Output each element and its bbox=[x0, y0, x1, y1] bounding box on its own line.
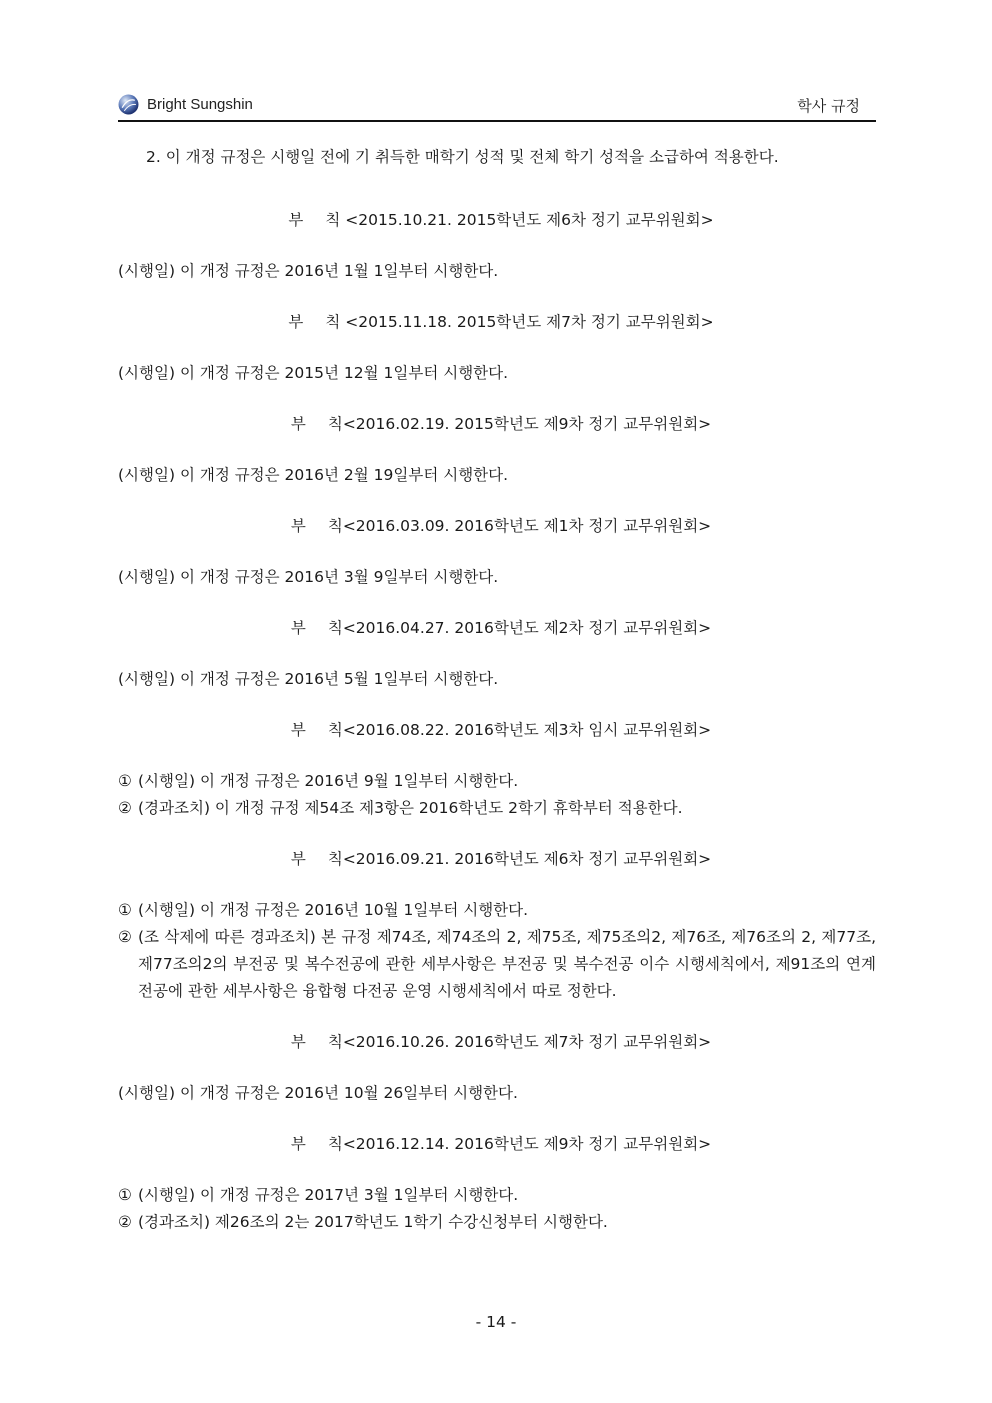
heading-chik: 칙 bbox=[327, 850, 343, 868]
heading-text: <2016.12.14. 2016학년도 제9차 정기 교무위원회> bbox=[342, 1135, 712, 1153]
addendum-items bbox=[118, 1182, 876, 1236]
item-text: (시행일) 이 개정 규정은 2017년 3월 1일부터 시행한다. bbox=[138, 1186, 519, 1204]
sungshin-logo-icon bbox=[118, 94, 139, 115]
heading-bu: 부 bbox=[290, 1135, 306, 1153]
heading-chik: 칙 bbox=[327, 517, 343, 535]
item-number: ② bbox=[118, 928, 132, 946]
addendum-items bbox=[118, 897, 876, 1005]
heading-chik: 칙 bbox=[325, 211, 341, 229]
item-text: (시행일) 이 개정 규정은 2016년 9월 1일부터 시행한다. bbox=[138, 772, 519, 790]
heading-bu: 부 bbox=[290, 721, 306, 739]
list-item bbox=[118, 924, 876, 1005]
addendum-heading bbox=[118, 513, 876, 540]
addendum-heading bbox=[118, 411, 876, 438]
item-number: ① bbox=[118, 1186, 132, 1204]
item-text: (시행일) 이 개정 규정은 2016년 10월 1일부터 시행한다. bbox=[138, 901, 529, 919]
heading-bu: 부 bbox=[288, 313, 304, 331]
addendum-heading bbox=[118, 207, 876, 234]
addendum-heading bbox=[118, 846, 876, 873]
heading-chik: 칙 bbox=[327, 1135, 343, 1153]
enforcement-paragraph: (시행일) 이 개정 규정은 2015년 12월 1일부터 시행한다. bbox=[118, 364, 509, 382]
enforcement-paragraph: (시행일) 이 개정 규정은 2016년 1월 1일부터 시행한다. bbox=[118, 262, 499, 280]
enforcement-paragraph: (시행일) 이 개정 규정은 2016년 10월 26일부터 시행한다. bbox=[118, 1084, 518, 1102]
item-number: ① bbox=[118, 901, 132, 919]
heading-bu: 부 bbox=[290, 1033, 306, 1051]
page-number: - 14 - bbox=[475, 1313, 517, 1331]
heading-text: <2015.10.21. 2015학년도 제6차 정기 교무위원회> bbox=[340, 211, 714, 229]
addendum-heading bbox=[118, 1029, 876, 1056]
enforcement-paragraph: (시행일) 이 개정 규정은 2016년 3월 9일부터 시행한다. bbox=[118, 568, 499, 586]
section-title: 학사 규정 bbox=[797, 97, 860, 115]
addendum-heading bbox=[118, 1131, 876, 1158]
enforcement-paragraph: (시행일) 이 개정 규정은 2016년 2월 19일부터 시행한다. bbox=[118, 466, 509, 484]
intro-item: 2. 이 개정 규정은 시행일 전에 기 취득한 매학기 성적 및 전체 학기 성적을 소급하여 적용한다. bbox=[146, 148, 779, 166]
addendum-heading bbox=[118, 717, 876, 744]
item-number: ② bbox=[118, 799, 132, 817]
list-item bbox=[118, 768, 876, 795]
heading-text: <2016.04.27. 2016학년도 제2차 정기 교무위원회> bbox=[342, 619, 712, 637]
list-item bbox=[118, 897, 876, 924]
list-item bbox=[118, 1182, 876, 1209]
item-number: ② bbox=[118, 1213, 132, 1231]
heading-text: <2016.10.26. 2016학년도 제7차 정기 교무위원회> bbox=[342, 1033, 712, 1051]
addendum-heading bbox=[118, 309, 876, 336]
page-header bbox=[118, 92, 876, 122]
heading-text: <2016.03.09. 2016학년도 제1차 정기 교무위원회> bbox=[342, 517, 712, 535]
document-body bbox=[118, 144, 876, 1260]
item-text: (경과조치) 제26조의 2는 2017학년도 1학기 수강신청부터 시행한다. bbox=[138, 1213, 608, 1231]
heading-bu: 부 bbox=[290, 850, 306, 868]
heading-text: <2016.08.22. 2016학년도 제3차 임시 교무위원회> bbox=[342, 721, 712, 739]
list-item bbox=[118, 795, 876, 822]
addendum-heading bbox=[118, 615, 876, 642]
addendum-items bbox=[118, 768, 876, 822]
heading-text: <2015.11.18. 2015학년도 제7차 정기 교무위원회> bbox=[340, 313, 714, 331]
heading-bu: 부 bbox=[288, 211, 304, 229]
heading-chik: 칙 bbox=[325, 313, 341, 331]
list-item bbox=[118, 1209, 876, 1236]
heading-chik: 칙 bbox=[327, 1033, 343, 1051]
brand-name: Bright Sungshin bbox=[147, 96, 253, 113]
heading-text: <2016.02.19. 2015학년도 제9차 정기 교무위원회> bbox=[342, 415, 712, 433]
item-text: (경과조치) 이 개정 규정 제54조 제3항은 2016학년도 2학기 휴학부터 적용한다. bbox=[138, 799, 683, 817]
enforcement-paragraph: (시행일) 이 개정 규정은 2016년 5월 1일부터 시행한다. bbox=[118, 670, 499, 688]
heading-bu: 부 bbox=[290, 517, 306, 535]
heading-chik: 칙 bbox=[327, 721, 343, 739]
heading-text: <2016.09.21. 2016학년도 제6차 정기 교무위원회> bbox=[342, 850, 712, 868]
heading-bu: 부 bbox=[290, 415, 306, 433]
heading-bu: 부 bbox=[290, 619, 306, 637]
item-text: (조 삭제에 따른 경과조치) 본 규정 제74조, 제74조의 2, 제75조, 제75조의2, 제76조, 제76조의 2, 제77조, 제77조의2의 부전공 및 복수전공에 관한 세부사항은 부전공 및 복수전공 이수 시행세칙에서, 제91조의 연계전공에 관한 세부사항은 융합형 다전공 운영 시행세칙에서 따로 정한다. bbox=[138, 928, 876, 1000]
heading-chik: 칙 bbox=[327, 619, 343, 637]
heading-chik: 칙 bbox=[327, 415, 343, 433]
item-number: ① bbox=[118, 772, 132, 790]
